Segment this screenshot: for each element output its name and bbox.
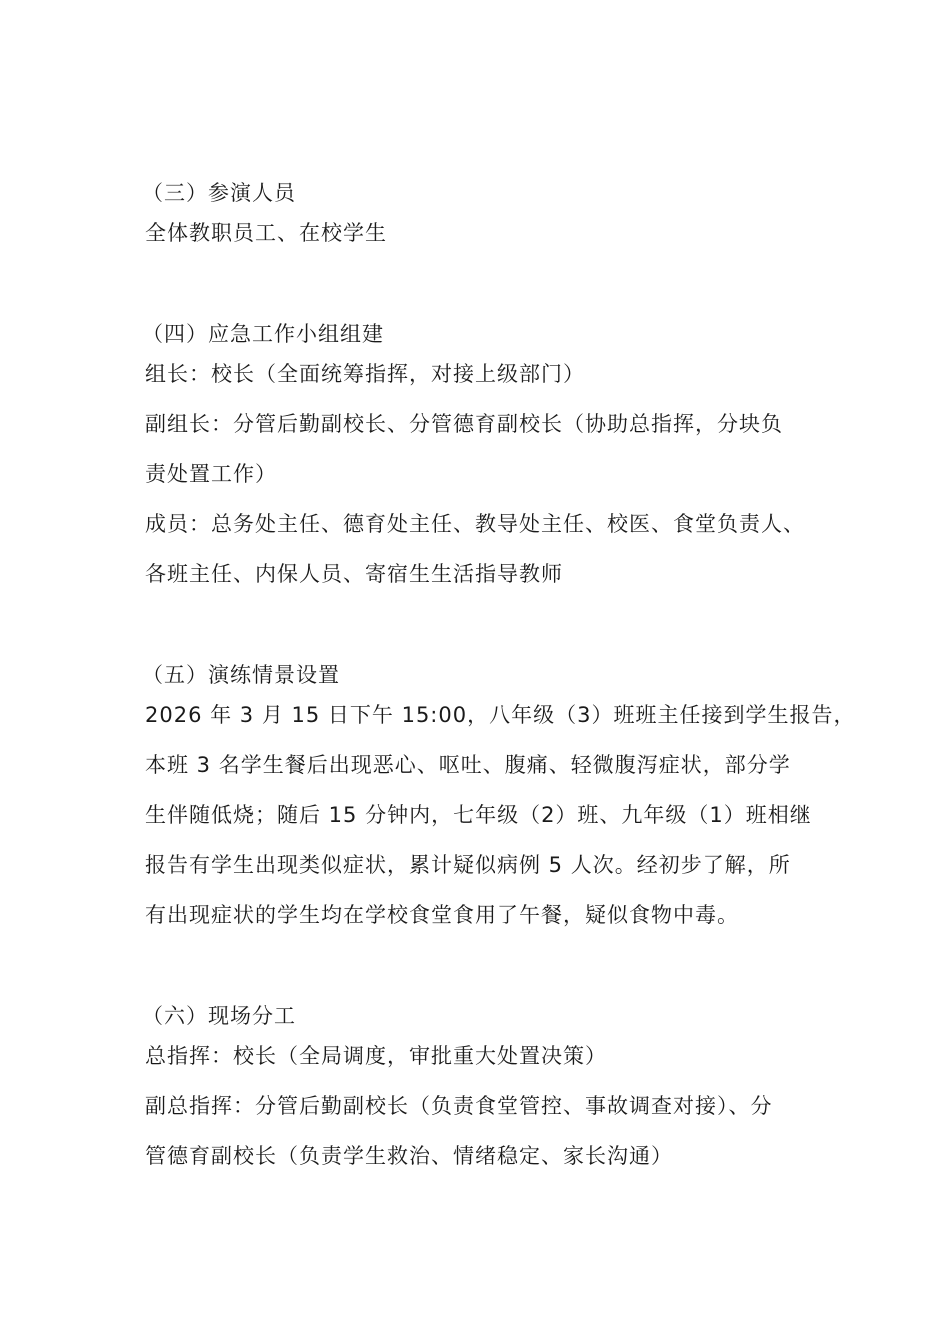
paragraph-line: 副组长：分管后勤副校长、分管德育副校长（协助总指挥，分块负 (145, 412, 783, 436)
section-heading-scenario: （五）演练情景设置 (142, 663, 340, 687)
paragraph-line: 各班主任、内保人员、寄宿生生活指导教师 (145, 562, 563, 586)
document-body (142, 180, 856, 1193)
paragraph-line: 2026 年 3 月 15 日下午 15:00，八年级（3）班班主任接到学生报告， (145, 703, 856, 727)
paragraph-line: 管德育副校长（负责学生救治、情绪稳定、家长沟通） (145, 1144, 673, 1168)
section-heading-division-of-labor: （六）现场分工 (142, 1004, 296, 1028)
paragraph-line: 责处置工作） (145, 462, 277, 486)
paragraph-line: 报告有学生出现类似症状，累计疑似病例 5 人次。经初步了解，所 (145, 853, 791, 877)
section-gap (145, 270, 835, 321)
section-heading-participants: （三）参演人员 (142, 181, 296, 205)
paragraph-line: 有出现症状的学生均在学校食堂食用了午餐，疑似食物中毒。 (145, 903, 739, 927)
section-gap (145, 611, 835, 662)
paragraph-line: 本班 3 名学生餐后出现恶心、呕吐、腹痛、轻微腹泻症状，部分学 (145, 753, 791, 777)
paragraph-line: 生伴随低烧；随后 15 分钟内，七年级（2）班、九年级（1）班相继 (145, 803, 812, 827)
paragraph-line: 总指挥：校长（全局调度，审批重大处置决策） (145, 1044, 607, 1068)
section-gap (145, 952, 835, 1003)
paragraph-line: 组长：校长（全面统筹指挥，对接上级部门） (145, 362, 585, 386)
paragraph-line: 全体教职员工、在校学生 (145, 221, 387, 245)
paragraph-line: 副总指挥：分管后勤副校长（负责食堂管控、事故调查对接）、分 (145, 1094, 773, 1118)
section-heading-emergency-team: （四）应急工作小组组建 (142, 322, 384, 346)
paragraph-line: 成员：总务处主任、德育处主任、教导处主任、校医、食堂负责人、 (145, 512, 805, 536)
